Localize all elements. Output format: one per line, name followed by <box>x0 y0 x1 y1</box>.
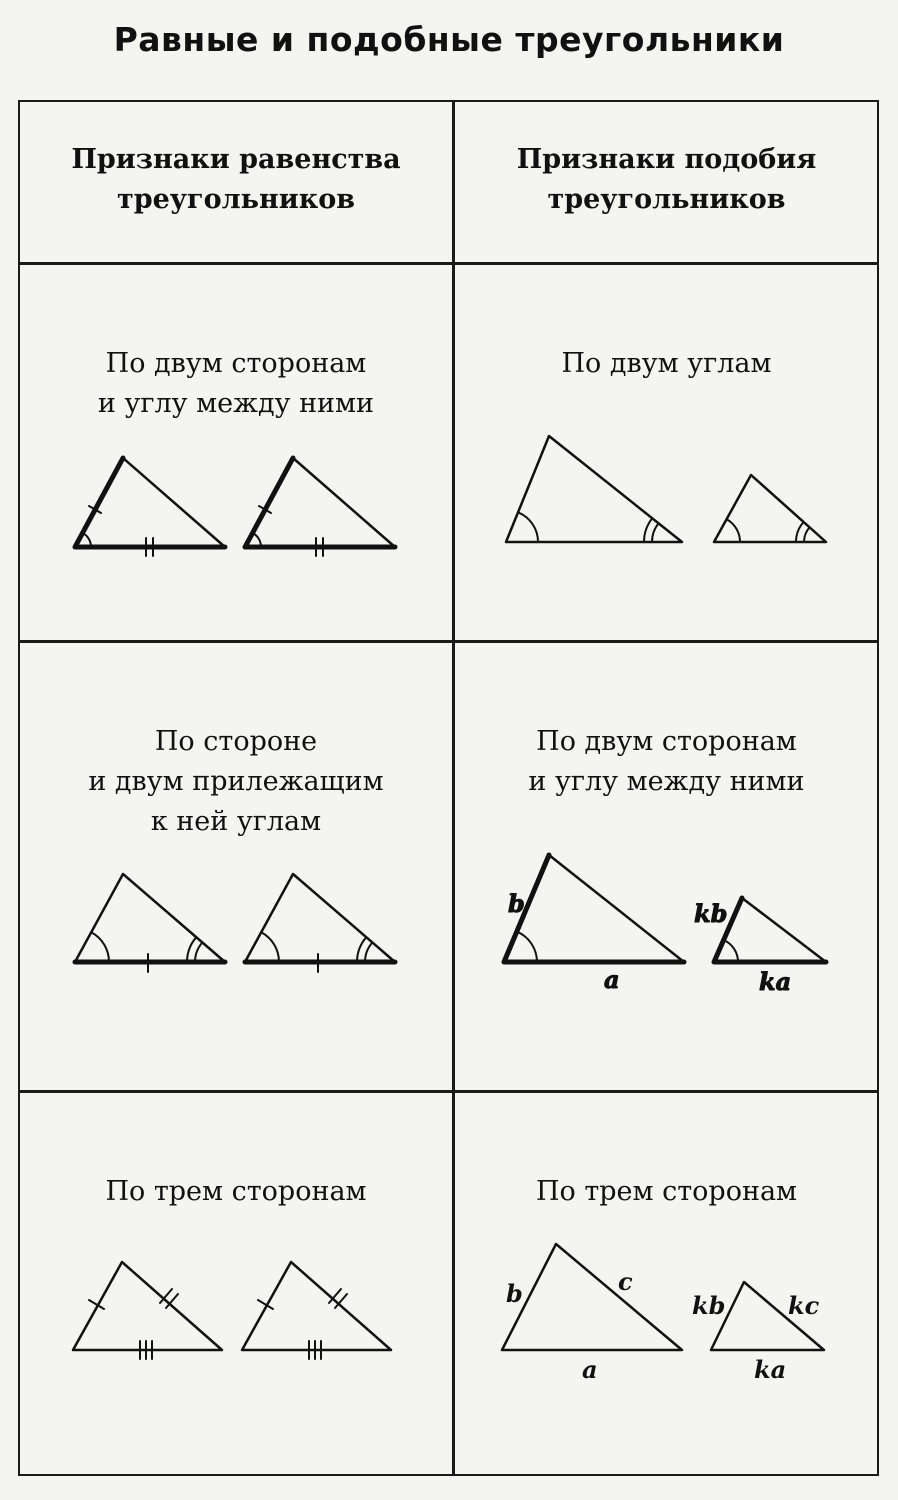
side-label-ka: ka <box>754 1355 787 1384</box>
header-similarity-line: Признаки подобия <box>516 144 817 175</box>
criterion-line: По стороне <box>154 726 318 757</box>
header-similarity-line: треугольников <box>547 184 786 215</box>
triangle <box>506 436 682 542</box>
triangle <box>504 855 684 962</box>
triangle <box>75 458 225 556</box>
asa-equal-triangles <box>20 642 452 1090</box>
triangle <box>714 898 826 962</box>
sss-similar-triangles <box>454 1092 879 1476</box>
cell-similarity-aa <box>454 264 879 640</box>
header-equality-text <box>20 140 452 220</box>
side-label-kc: kc <box>788 1291 820 1320</box>
criterion-line: и углу между ними <box>97 388 375 419</box>
criterion-line: и двум прилежащим <box>88 766 384 797</box>
aa-similar-triangles <box>454 264 879 640</box>
cell-equality-sss <box>20 1092 452 1476</box>
triangle <box>245 874 395 972</box>
side-label-kb: kb <box>692 1291 726 1320</box>
criterion-line: к ней углам <box>150 806 322 837</box>
side-label-ka: ka <box>759 967 792 996</box>
header-similarity <box>454 102 879 262</box>
cell-equality-asa <box>20 642 452 1090</box>
criterion-line: и углу между ними <box>528 766 805 797</box>
cell-similarity-sas <box>454 642 879 1090</box>
header-equality-line: треугольников <box>116 184 356 215</box>
cell-similarity-sss <box>454 1092 879 1476</box>
page-title: Равные и подобные треугольники <box>113 20 785 59</box>
criterion-line: По двум сторонам <box>536 726 797 757</box>
header-equality-line: Признаки равенства <box>71 144 401 175</box>
criterion-line: По двум сторонам <box>105 348 367 379</box>
side-label-b: b <box>506 1279 523 1308</box>
cell-equality-sas <box>20 264 452 640</box>
sss-equal-triangles <box>20 1092 452 1476</box>
sas-similar-triangles <box>454 642 879 1090</box>
side-label-kb: kb <box>694 899 728 928</box>
header-similarity-text <box>454 140 879 220</box>
side-label-a: a <box>604 965 620 994</box>
criterion-line: По трем сторонам <box>535 1176 798 1207</box>
side-label-a: a <box>582 1355 598 1384</box>
criterion-line: По двум углам <box>561 348 772 379</box>
triangle <box>714 475 826 542</box>
header-equality <box>20 102 452 262</box>
triangle <box>73 1262 222 1359</box>
triangle <box>245 458 395 556</box>
triangle <box>75 874 225 972</box>
side-label-b: b <box>508 889 525 918</box>
side-label-c: c <box>618 1267 633 1296</box>
criteria-table <box>18 100 879 1476</box>
sas-equal-triangles <box>20 264 452 640</box>
triangle <box>502 1244 682 1350</box>
criterion-line: По трем сторонам <box>105 1176 367 1207</box>
triangle <box>242 1262 391 1359</box>
